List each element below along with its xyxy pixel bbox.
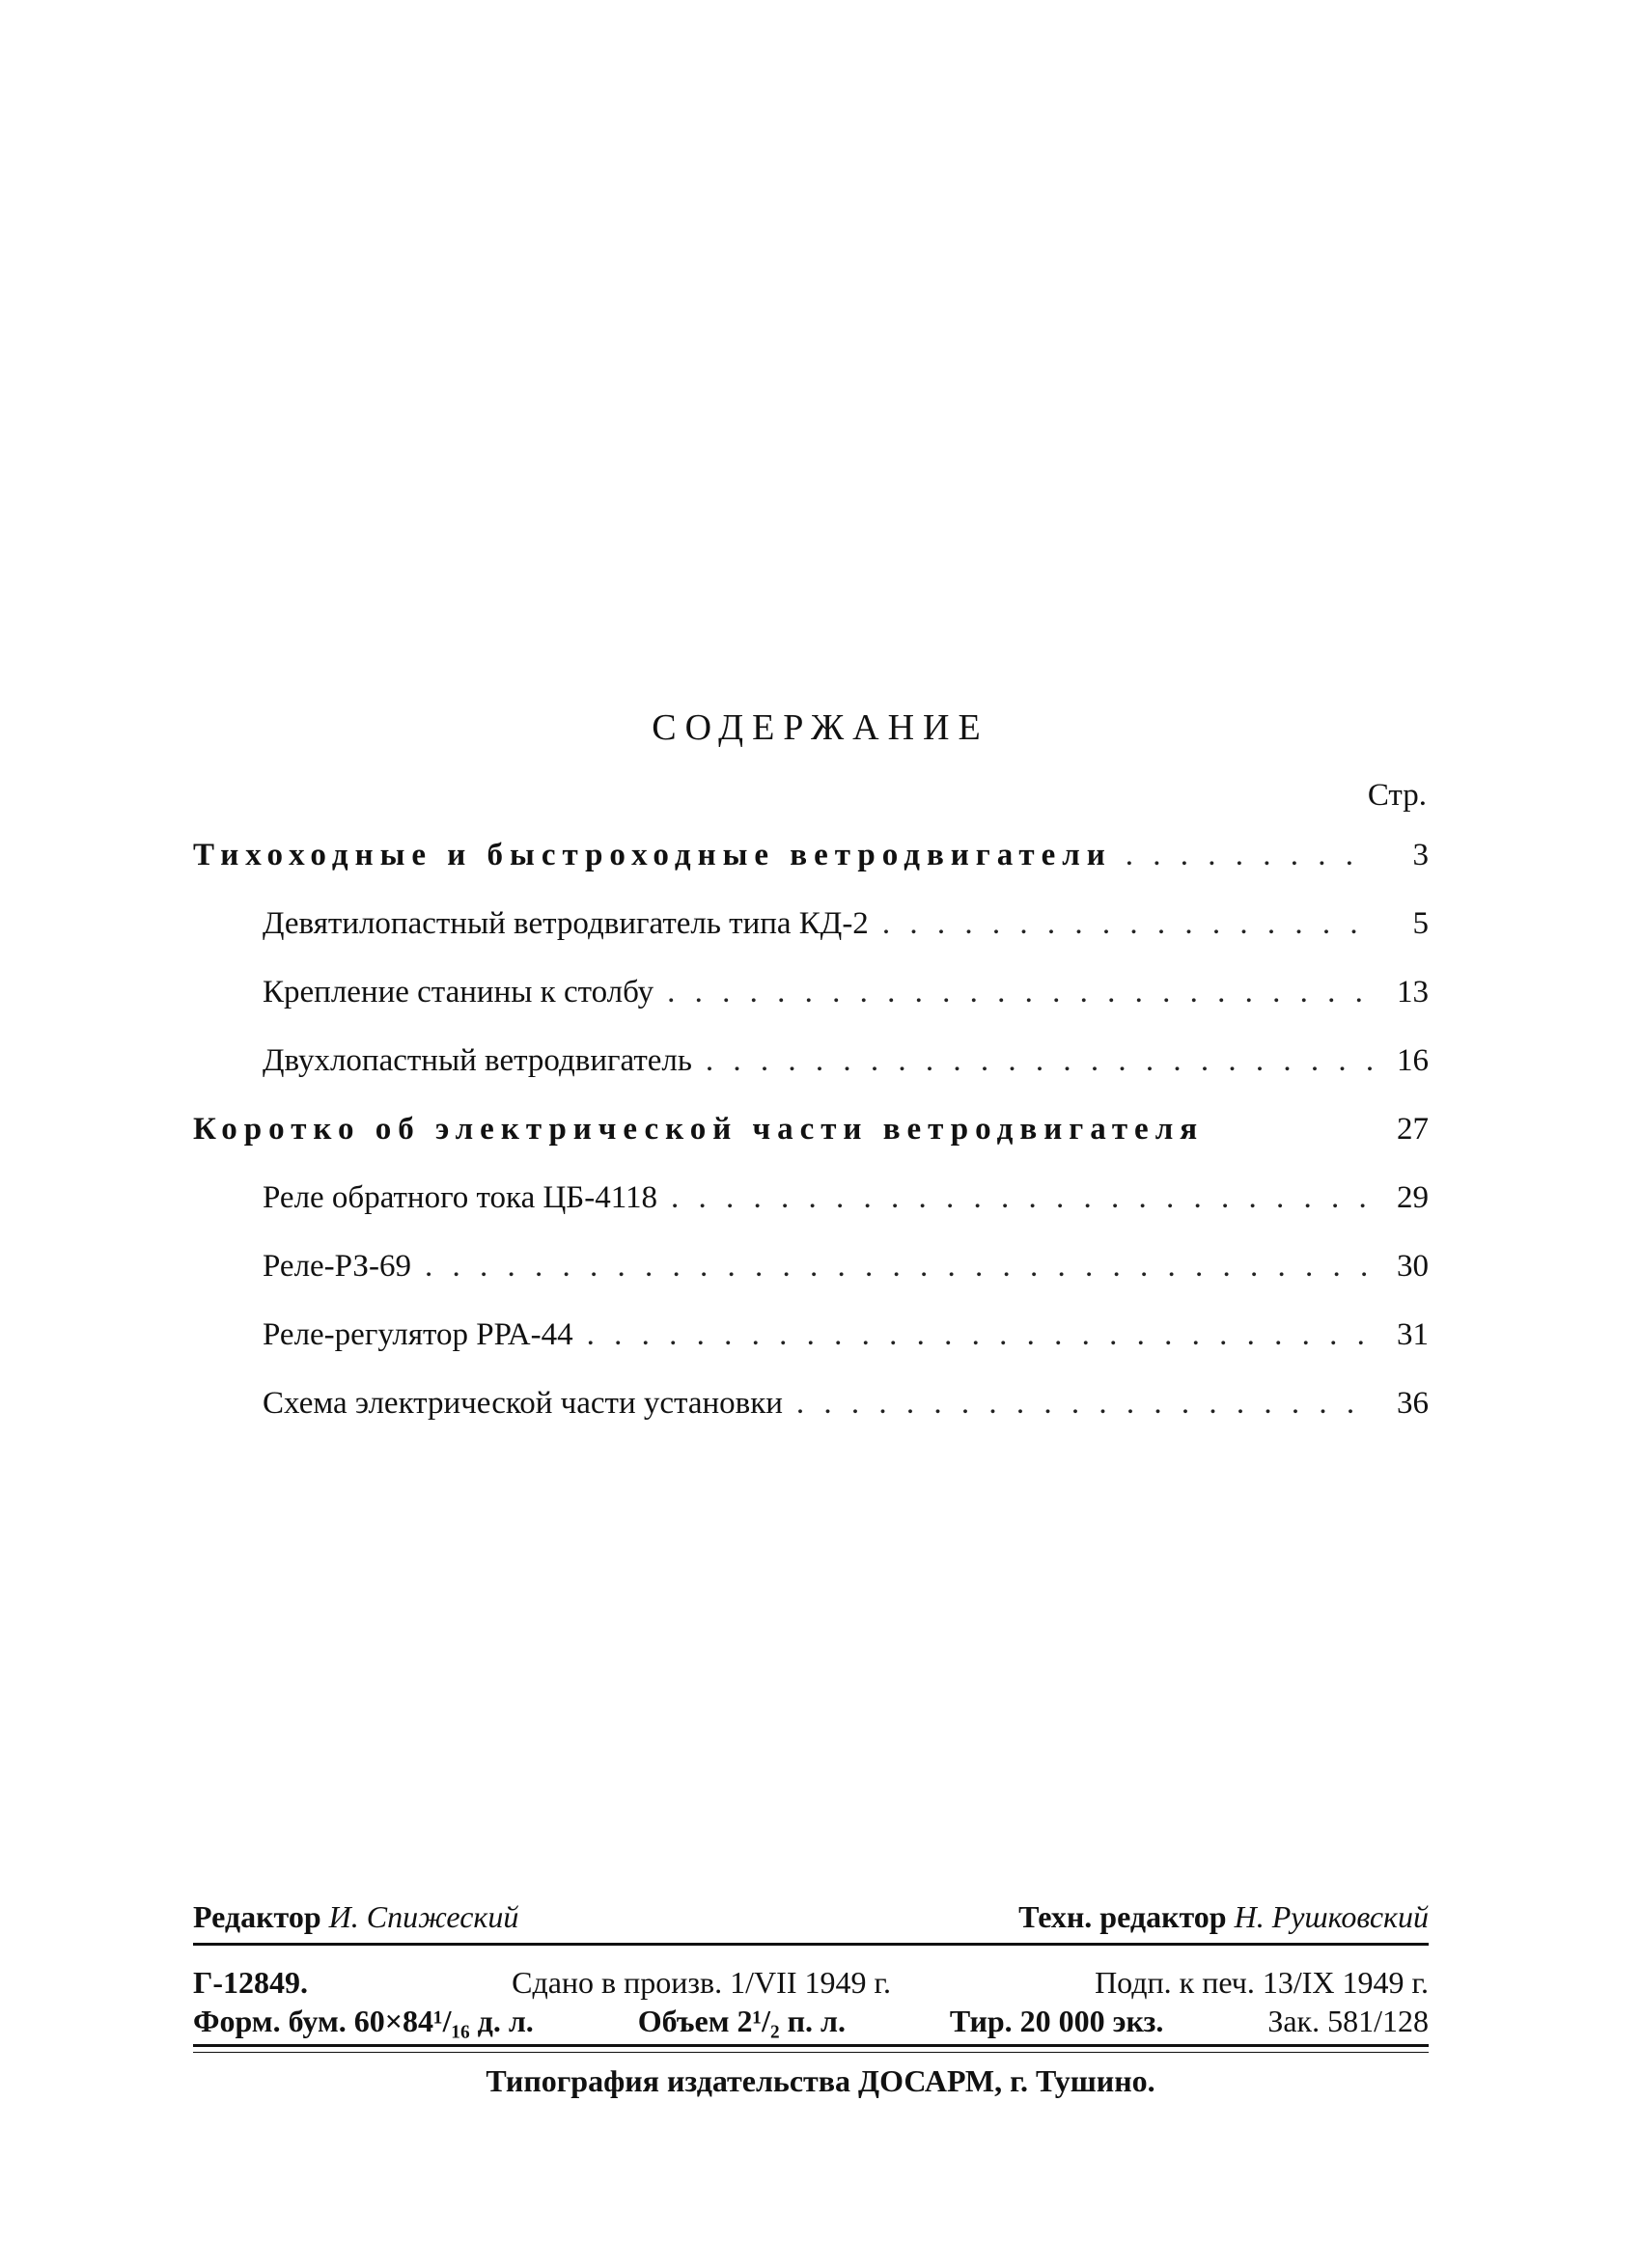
- tech-editor-role: Техн. редактор: [1018, 1899, 1227, 1934]
- tech-editor-credit: [1018, 1899, 1429, 1935]
- print-info-line-2: [193, 2002, 1429, 2040]
- toc-entry-title: Девятилопастный ветродвигатель типа КД-2: [263, 906, 869, 941]
- editor-credit: [193, 1899, 518, 1935]
- toc-entry: [193, 906, 1429, 975]
- leader-dots: [882, 906, 1373, 942]
- toc-entry: [193, 975, 1429, 1043]
- leader-dots: [667, 975, 1373, 1010]
- toc-entry-page: 31: [1397, 1317, 1429, 1352]
- toc-entry-title: Крепление станины к столбу: [263, 975, 654, 1010]
- toc-entry: [193, 1317, 1429, 1386]
- toc-entry: [193, 838, 1429, 906]
- toc-entry-page: 13: [1397, 975, 1429, 1010]
- toc-entry-page: 3: [1412, 838, 1429, 872]
- toc-entry: [193, 1112, 1429, 1180]
- toc-entry-title: Двухлопастный ветродвигатель: [263, 1043, 692, 1078]
- toc-entry: [193, 1386, 1429, 1454]
- leader-dots: [587, 1317, 1373, 1353]
- toc-entry-page: 30: [1397, 1249, 1429, 1284]
- divider-rule: [193, 2044, 1429, 2053]
- toc-title: СОДЕРЖАНИЕ: [652, 707, 989, 748]
- toc-entry-title: Реле обратного тока ЦБ-4118: [263, 1180, 658, 1215]
- leader-dots: [425, 1249, 1373, 1285]
- toc-entry-page: 29: [1397, 1180, 1429, 1215]
- toc-entry-page: 16: [1397, 1043, 1429, 1078]
- toc-entry-title: Реле-РЗ-69: [263, 1249, 411, 1284]
- toc-entry: [193, 1249, 1429, 1317]
- toc-entry-title: Схема электрической части установки: [263, 1386, 783, 1421]
- editor-role: Редактор: [193, 1899, 321, 1934]
- print-info: [193, 1963, 1429, 2040]
- toc-entry-title: Тихоходные и быстроходные ветродвигатели: [193, 838, 1112, 872]
- tech-editor-name: Н. Рушковский: [1234, 1899, 1429, 1934]
- table-of-contents: [193, 838, 1429, 1454]
- printer-credit: Типография издательства ДОСАРМ, г. Тушино.: [486, 2063, 1155, 2098]
- print-info-line-1: [193, 1963, 1429, 2002]
- paper-format: Форм. бум. 60×84¹/₁₆ д. л.: [193, 2004, 534, 2038]
- toc-entry-title: Коротко об электрической части ветродвигателя: [193, 1112, 1205, 1147]
- toc-entry-title: Реле-регулятор РРА-44: [263, 1317, 573, 1352]
- leader-dots: [1126, 838, 1373, 873]
- editor-name: И. Спижеский: [328, 1899, 519, 1934]
- print-run: Тир. 20 000 экз.: [949, 2004, 1164, 2038]
- signed-to-print-date: Подп. к печ. 13/IX 1949 г.: [1095, 1965, 1429, 2000]
- volume: Объем 2¹/₂ п. л.: [637, 2004, 846, 2038]
- leader-dots: [796, 1386, 1373, 1422]
- order-number: Зак. 581/128: [1267, 2004, 1429, 2038]
- toc-entry-page: 27: [1397, 1112, 1429, 1147]
- leader-dots: [706, 1043, 1373, 1079]
- editors-line: [193, 1899, 1429, 1946]
- toc-entry: [193, 1043, 1429, 1112]
- leader-dots: [671, 1180, 1373, 1216]
- order-code: Г-12849.: [193, 1965, 309, 2000]
- toc-entry-page: 5: [1412, 906, 1429, 941]
- toc-entry: [193, 1180, 1429, 1249]
- toc-entry-page: 36: [1397, 1386, 1429, 1421]
- page-column-header: Стр.: [1367, 778, 1427, 813]
- production-date: Сдано в произв. 1/VII 1949 г.: [512, 1965, 891, 2000]
